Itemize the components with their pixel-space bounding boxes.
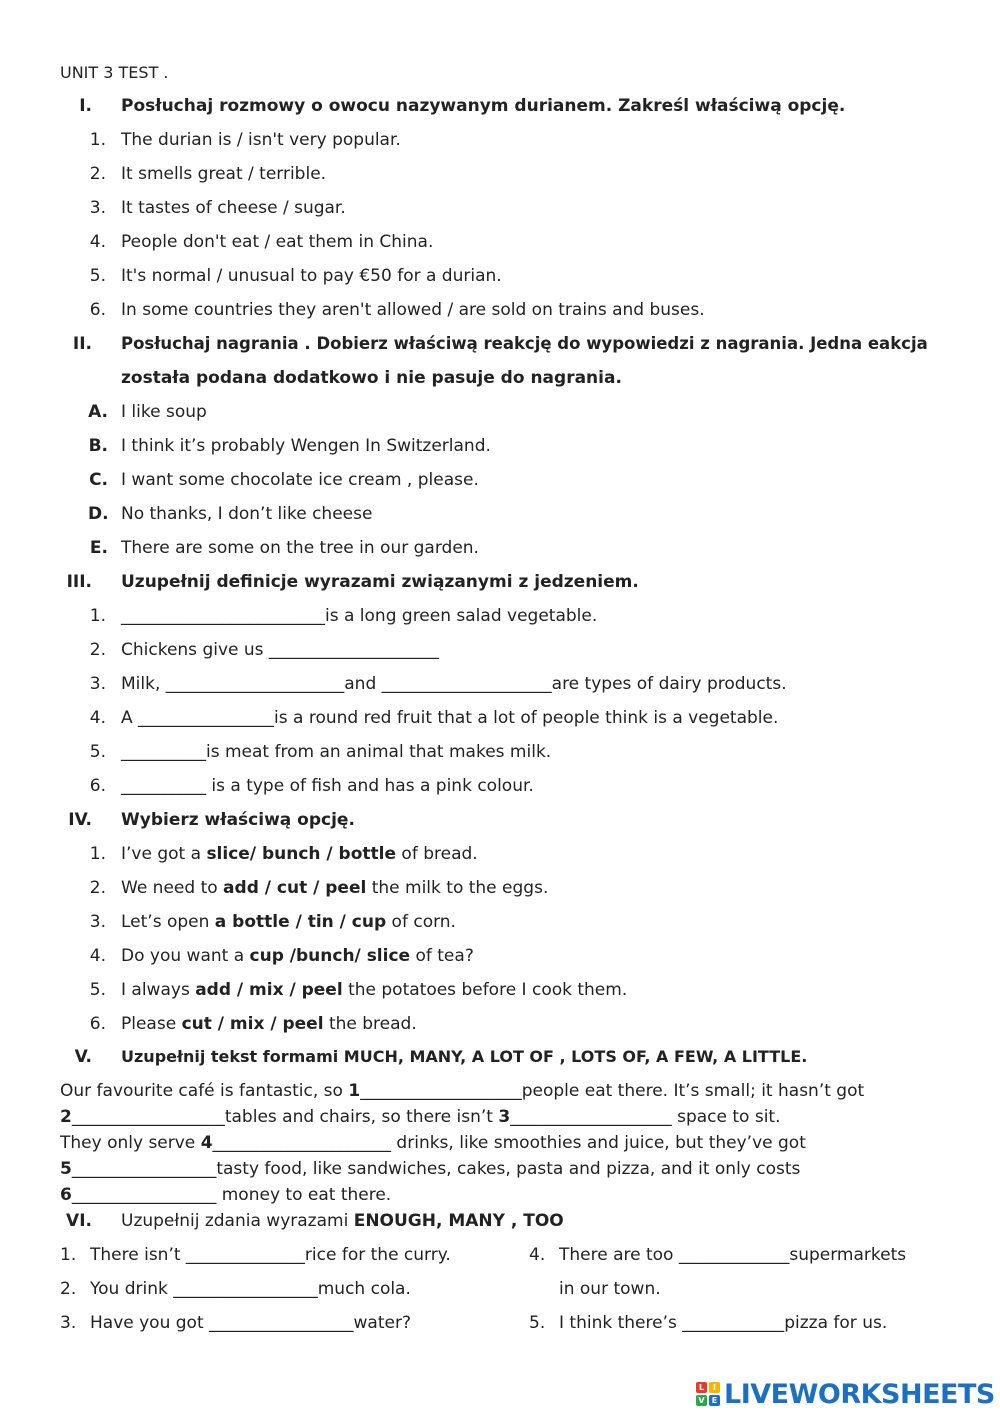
list-item: It tastes of cheese / sugar.	[121, 198, 346, 218]
list-item-number: 3.	[89, 674, 106, 694]
text: the milk to the eggs.	[366, 878, 549, 898]
list-item: No thanks, I don’t like cheese	[121, 504, 373, 524]
text: _________________tasty food, like sandwiches, cakes, pasta and pizza, and it only costs	[71, 1159, 801, 1179]
list-item-letter: D.	[88, 504, 109, 524]
list-item: In some countries they aren't allowed / are sold on trains and buses.	[121, 300, 705, 320]
list-item-number: 5.	[529, 1313, 546, 1333]
logo-text: LIVEWORKSHEETS	[724, 1378, 995, 1410]
options: add / mix / peel	[195, 980, 343, 1000]
list-item: Milk, _____________________and ____________________are types of dairy products.	[121, 674, 787, 694]
options: add / cut / peel	[223, 878, 367, 898]
text-line	[60, 1083, 864, 1100]
list-item-number: 3.	[60, 1313, 77, 1333]
section-5-number: V.	[74, 1047, 92, 1067]
gap-number: 1	[348, 1081, 361, 1101]
text-line	[60, 1161, 800, 1178]
list-item-number: 4.	[89, 946, 106, 966]
list-item-number: 2.	[89, 878, 106, 898]
text-line	[60, 1135, 806, 1152]
logo-letter-i: I	[709, 1382, 720, 1393]
section-2-number: II.	[72, 334, 92, 354]
liveworksheets-logo[interactable]	[696, 1379, 995, 1409]
section-5-heading: Uzupełnij tekst formami MUCH, MANY, A LOT OF , LOTS OF, A FEW, A LITTLE.	[121, 1047, 808, 1066]
list-item: I think there’s ____________pizza for us.	[559, 1313, 888, 1333]
list-item-number: 6.	[89, 1014, 106, 1034]
text: Do you want a	[121, 946, 250, 966]
section-1-heading: Posłuchaj rozmowy o owocu nazywanym durianem. Zakreśl właściwą opcję.	[121, 96, 846, 116]
text: I always	[121, 980, 196, 1000]
options: a bottle / tin / cup	[214, 912, 387, 932]
list-item-letter: C.	[89, 470, 108, 490]
section-6-number: VI.	[66, 1211, 92, 1231]
section-1-number: I.	[79, 96, 92, 116]
list-item: A ________________is a round red fruit that a lot of people think is a vegetable.	[121, 708, 779, 728]
text: _________________ money to eat there.	[71, 1185, 392, 1205]
list-item: It's normal / unusual to pay €50 for a durian.	[121, 266, 502, 286]
list-item-number: 1.	[89, 844, 106, 864]
text: They only serve	[60, 1133, 201, 1153]
text: the bread.	[323, 1014, 417, 1034]
list-item-cont: in our town.	[559, 1279, 661, 1299]
text: __________________tables and chairs, so there isn’t	[71, 1107, 499, 1127]
list-item-number: 6.	[89, 300, 106, 320]
list-item: I want some chocolate ice cream , please.	[121, 470, 479, 490]
section-4-number: IV.	[68, 810, 92, 830]
list-item	[121, 1016, 417, 1033]
list-item: __________ is a type of fish and has a pink colour.	[121, 776, 534, 796]
words: ENOUGH, MANY , TOO	[353, 1211, 564, 1231]
logo-letter-e: E	[709, 1395, 720, 1406]
text: of tea?	[410, 946, 474, 966]
list-item-number: 2.	[89, 164, 106, 184]
list-item-number: 6.	[89, 776, 106, 796]
list-item-number: 4.	[89, 232, 106, 252]
list-item-number: 5.	[89, 980, 106, 1000]
text: Our favourite café is fantastic, so	[60, 1081, 349, 1101]
gap-number: 2	[60, 1107, 72, 1127]
text: I’ve got a	[121, 844, 207, 864]
list-item-number: 2.	[60, 1279, 77, 1299]
list-item: ________________________is a long green salad vegetable.	[121, 606, 598, 626]
text-line	[60, 1109, 781, 1126]
text: ___________________people eat there. It’s small; it hasn’t got	[360, 1081, 865, 1101]
text: the potatoes before I cook them.	[342, 980, 628, 1000]
list-item-letter: B.	[88, 436, 108, 456]
list-item-number: 5.	[89, 266, 106, 286]
list-item-number: 1.	[60, 1245, 77, 1265]
list-item-number: 2.	[89, 640, 106, 660]
list-item: There isn’t ______________rice for the curry.	[90, 1245, 451, 1265]
text: Please	[121, 1014, 182, 1034]
list-item: Have you got _________________water?	[90, 1313, 411, 1333]
list-item-letter: E.	[89, 538, 108, 558]
list-item-letter: A.	[88, 402, 108, 422]
text: _____________________ drinks, like smoothies and juice, but they’ve got	[212, 1133, 806, 1153]
section-3-number: III.	[66, 572, 92, 592]
list-item	[121, 982, 627, 999]
logo-icon	[696, 1382, 720, 1406]
list-item	[121, 880, 548, 897]
section-3-heading: Uzupełnij definicje wyrazami związanymi z jedzeniem.	[121, 572, 639, 592]
options: cut / mix / peel	[181, 1014, 324, 1034]
list-item-number: 1.	[89, 606, 106, 626]
list-item: It smells great / terrible.	[121, 164, 327, 184]
section-4-heading: Wybierz właściwą opcję.	[121, 810, 355, 830]
logo-letter-v: V	[696, 1395, 707, 1406]
gap-number: 4	[200, 1133, 213, 1153]
list-item	[121, 846, 478, 863]
list-item: Chickens give us ____________________	[121, 640, 439, 660]
text: We need to	[121, 878, 224, 898]
text: of corn.	[386, 912, 456, 932]
list-item: You drink _________________much cola.	[90, 1279, 411, 1299]
options: cup /bunch/ slice	[249, 946, 411, 966]
list-item-number: 3.	[89, 912, 106, 932]
page-title: UNIT 3 TEST .	[60, 63, 169, 82]
text: ___________________ space to sit.	[510, 1107, 781, 1127]
list-item	[121, 914, 456, 931]
options: slice/ bunch / bottle	[206, 844, 397, 864]
list-item-number: 3.	[89, 198, 106, 218]
section-2-heading-cont: została podana dodatkowo i nie pasuje do nagrania.	[121, 368, 622, 388]
list-item-number: 5.	[89, 742, 106, 762]
list-item: There are some on the tree in our garden.	[121, 538, 479, 558]
list-item: __________is meat from an animal that makes milk.	[121, 742, 552, 762]
logo-letter-l: L	[696, 1382, 707, 1393]
list-item: I like soup	[121, 402, 207, 422]
list-item-number: 4.	[529, 1245, 546, 1265]
text-line	[60, 1187, 391, 1204]
list-item-number: 4.	[89, 708, 106, 728]
list-item: I think it’s probably Wengen In Switzerland.	[121, 436, 491, 456]
list-item	[121, 948, 474, 965]
list-item-number: 1.	[89, 130, 106, 150]
section-6-heading	[121, 1213, 564, 1230]
gap-number: 6	[60, 1185, 72, 1205]
list-item: People don't eat / eat them in China.	[121, 232, 434, 252]
gap-number: 3	[498, 1107, 511, 1127]
section-2-heading: Posłuchaj nagrania . Dobierz właściwą reakcję do wypowiedzi z nagrania. Jedna eakcja	[121, 334, 928, 353]
text: Uzupełnij zdania wyrazami	[121, 1211, 354, 1231]
text: Let’s open	[121, 912, 215, 932]
text: of bread.	[396, 844, 478, 864]
list-item: The durian is / isn't very popular.	[121, 130, 401, 150]
list-item: There are too _____________supermarkets	[559, 1245, 907, 1265]
gap-number: 5	[60, 1159, 72, 1179]
